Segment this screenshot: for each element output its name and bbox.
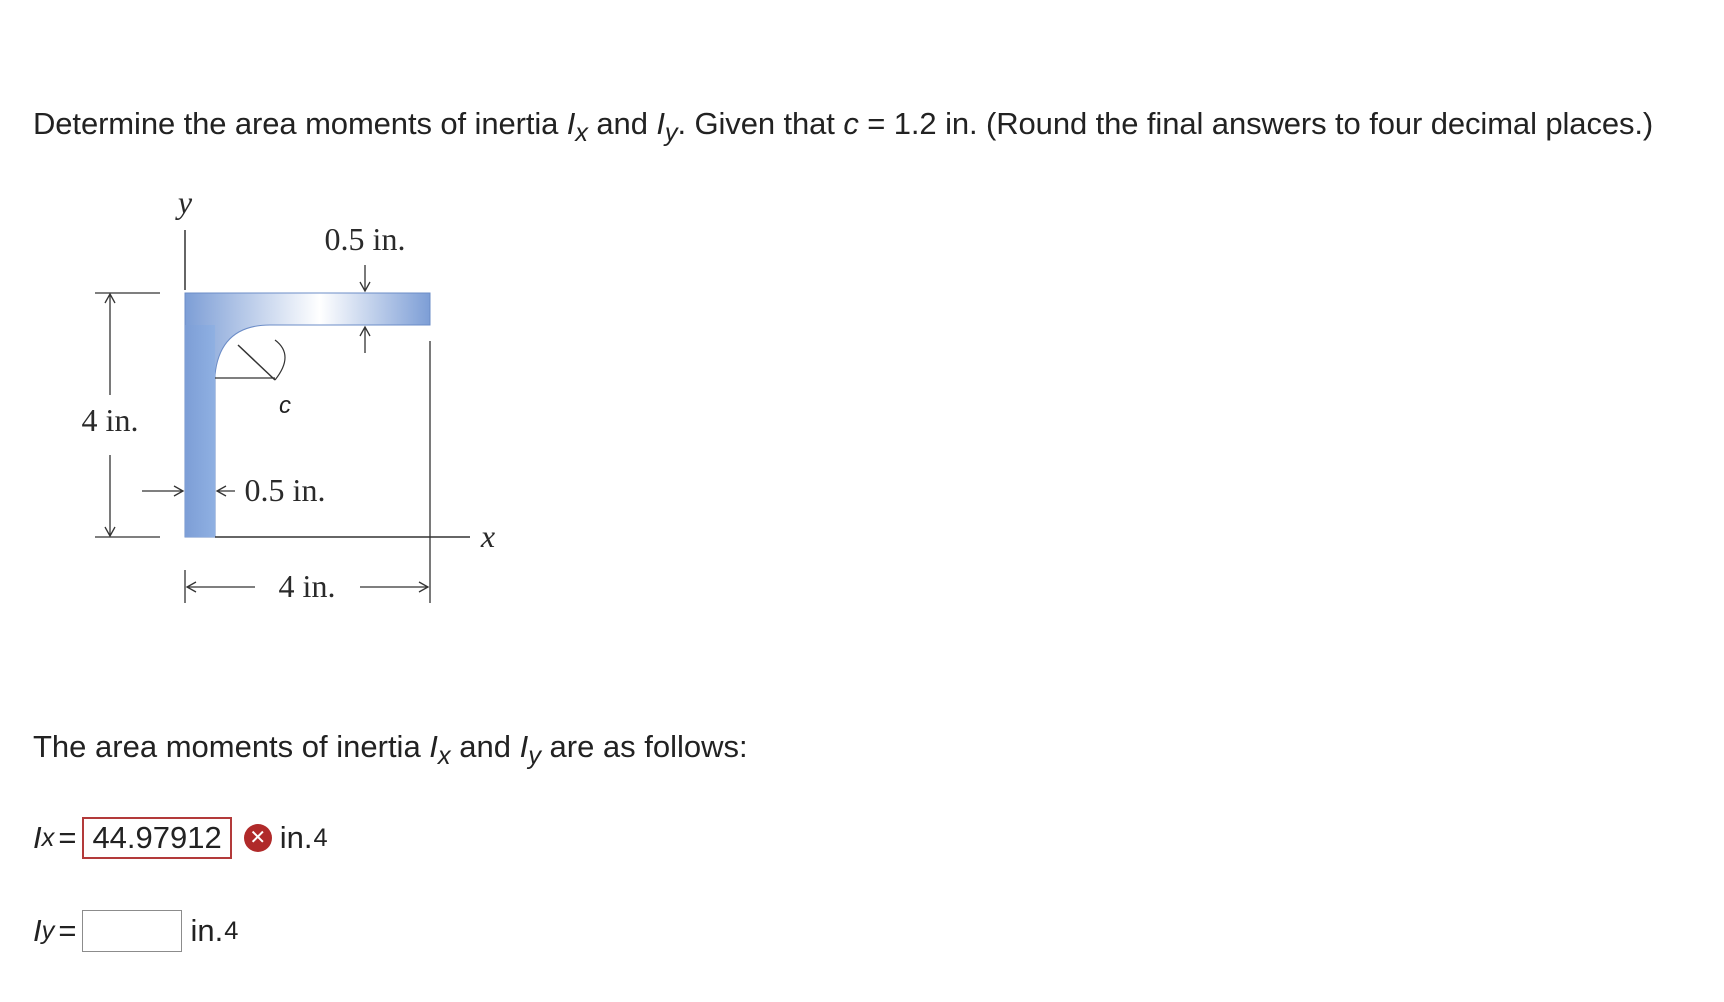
ix-subscript: x [575,119,588,148]
height-label: 4 in. [81,402,139,438]
incorrect-x-icon: ✕ [244,824,272,852]
ix-label-symbol: I [33,820,42,855]
iy-label-subscript: y [41,916,55,945]
angle-web [185,325,215,537]
radius-label: c [279,392,291,419]
y-axis-label: y [177,195,193,220]
iy-equals: = [58,913,77,948]
question-text-part: . Given that [677,106,844,141]
lead-text-part: are as follows: [540,729,748,764]
web-thickness-label: 0.5 in. [244,472,326,508]
iy-symbol: I [656,106,665,141]
c-symbol: c [843,106,859,141]
iy-unit-power: 4 [224,916,239,945]
lead-ix-symbol: I [429,729,438,764]
iy-label-symbol: I [33,913,42,948]
top-thickness-label: 0.5 in. [324,221,406,257]
ix-unit-power: 4 [313,823,328,852]
question-text [33,106,1653,148]
iy-unit: in. [190,913,224,948]
question-text-part: and [587,106,657,141]
ix-label-subscript: x [41,823,55,852]
lead-text-part: The area moments of inertia [33,729,430,764]
ix-equals: = [58,820,77,855]
answer-lead-text [33,729,748,771]
question-text-part: Determine the area moments of inertia [33,106,567,141]
lead-text-part: and [450,729,520,764]
angle-section-figure [70,195,570,675]
iy-answer-input[interactable] [82,910,182,952]
lead-ix-subscript: x [437,742,451,771]
radius-line [238,345,275,380]
x-axis-label: x [480,518,496,554]
width-label: 4 in. [278,568,336,604]
lead-iy-subscript: y [528,742,541,771]
ix-answer-input[interactable]: 44.97912 [82,817,231,859]
iy-subscript: y [664,119,678,148]
lead-iy-symbol: I [519,729,529,764]
ix-answer-row [33,815,328,861]
iy-answer-row [33,908,238,954]
radius-leader [275,340,285,380]
ix-symbol: I [566,106,576,141]
question-text-part: = 1.2 in. (Round the final answers to four decimal places.) [858,106,1654,141]
ix-unit: in. [279,820,313,855]
